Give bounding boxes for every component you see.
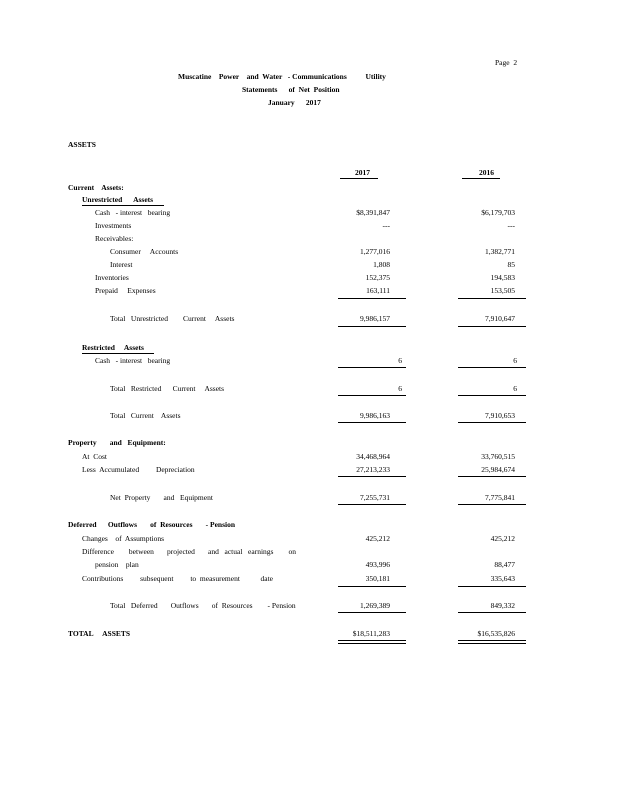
total-unrestricted-2017: 9,986,157 — [360, 314, 390, 323]
row-contributions-2017: 350,181 — [365, 574, 390, 583]
row-contributions-2016: 335,643 — [490, 574, 515, 583]
report-company: Muscatine Power and Water - Communications Utility — [178, 72, 386, 81]
row-assumptions-2017: 425,212 — [365, 534, 390, 543]
double-rule — [458, 640, 526, 641]
row-inventories-2016: 194,583 — [490, 273, 515, 282]
report-period: January 2017 — [268, 98, 321, 107]
row-cash-2016: $6,179,703 — [481, 208, 515, 217]
row-interest-label: Interest — [110, 260, 133, 269]
total-unrestricted-2016: 7,910,647 — [485, 314, 515, 323]
rule — [458, 367, 526, 368]
total-deferred-2017: 1,269,389 — [360, 601, 390, 610]
page-number: Page 2 — [495, 58, 518, 67]
row-restricted-cash-2016: 6 — [513, 356, 517, 365]
row-cost-2016: 33,760,515 — [481, 452, 515, 461]
row-depreciation-label: Less Accumulated Depreciation — [82, 465, 195, 474]
column-2017: 2017 — [355, 168, 370, 177]
row-depreciation-2016: 25,984,674 — [481, 465, 515, 474]
property-heading: Property and Equipment: — [68, 438, 166, 447]
rule — [338, 586, 406, 587]
row-cost-label: At Cost — [82, 452, 108, 461]
row-interest-2017: 1,808 — [373, 260, 390, 269]
row-consumer-label: Consumer Accounts — [110, 247, 179, 256]
rule — [338, 476, 406, 477]
unrestricted-heading-underline — [82, 205, 164, 206]
total-restricted-2016: 6 — [513, 384, 517, 393]
rule — [338, 422, 406, 423]
rule — [458, 395, 526, 396]
rule — [338, 504, 406, 505]
rule — [338, 326, 406, 327]
rule — [458, 422, 526, 423]
double-rule — [338, 643, 406, 644]
column-2017-underline — [340, 178, 378, 179]
row-investments-2016: --- — [507, 221, 515, 230]
row-inventories-label: Inventories — [95, 273, 129, 282]
row-difference-label: Difference between projected and actual earnings on — [82, 547, 296, 556]
column-2016: 2016 — [479, 168, 494, 177]
row-contributions-label: Contributions subsequent to measurement date — [82, 574, 274, 583]
net-property-2017: 7,255,731 — [360, 493, 390, 502]
total-deferred-label: Total Deferred Outflows of Resources - Pension — [110, 601, 296, 610]
row-pension-plan-2016: 88,477 — [494, 560, 515, 569]
total-deferred-2016: 849,332 — [490, 601, 515, 610]
deferred-heading: Deferred Outflows of Resources - Pension — [68, 520, 235, 529]
row-interest-2016: 85 — [507, 260, 515, 269]
row-pension-plan-2017: 493,996 — [365, 560, 390, 569]
restricted-heading-underline — [82, 353, 154, 354]
rule — [458, 504, 526, 505]
row-receivables-label: Receivables: — [95, 234, 134, 243]
rule — [458, 586, 526, 587]
row-cost-2017: 34,468,964 — [356, 452, 390, 461]
total-current-label: Total Current Assets — [110, 411, 181, 420]
row-restricted-cash-2017: 6 — [398, 356, 402, 365]
rule — [338, 612, 406, 613]
net-property-2016: 7,775,841 — [485, 493, 515, 502]
report-title: Statements of Net Position — [242, 85, 340, 94]
unrestricted-heading: Unrestricted Assets — [82, 195, 154, 204]
row-investments-2017: --- — [382, 221, 390, 230]
rule — [458, 298, 526, 299]
row-restricted-cash-label: Cash - interest bearing — [95, 356, 171, 365]
rule — [458, 326, 526, 327]
rule — [458, 476, 526, 477]
net-property-label: Net Property and Equipment — [110, 493, 213, 502]
section-assets: ASSETS — [68, 140, 96, 149]
row-pension-plan-label: pension plan — [95, 560, 139, 569]
row-prepaid-label: Prepaid Expenses — [95, 286, 156, 295]
total-unrestricted-label: Total Unrestricted Current Assets — [110, 314, 235, 323]
row-assumptions-label: Changes of Assumptions — [82, 534, 165, 543]
row-prepaid-2016: 153,505 — [490, 286, 515, 295]
column-2016-underline — [462, 178, 500, 179]
rule — [338, 367, 406, 368]
row-inventories-2017: 152,375 — [365, 273, 390, 282]
row-investments-label: Investments — [95, 221, 132, 230]
row-consumer-2017: 1,277,016 — [360, 247, 390, 256]
total-assets-2017: $18,511,283 — [352, 629, 390, 638]
total-restricted-label: Total Restricted Current Assets — [110, 384, 225, 393]
current-assets-heading: Current Assets: — [68, 183, 124, 192]
row-consumer-2016: 1,382,771 — [485, 247, 515, 256]
row-prepaid-2017: 163,111 — [366, 286, 390, 295]
row-assumptions-2016: 425,212 — [490, 534, 515, 543]
total-restricted-2017: 6 — [398, 384, 402, 393]
double-rule — [458, 643, 526, 644]
total-assets-2016: $16,535,826 — [477, 629, 515, 638]
rule — [338, 298, 406, 299]
rule — [458, 612, 526, 613]
row-cash-label: Cash - interest bearing — [95, 208, 171, 217]
total-current-2016: 7,910,653 — [485, 411, 515, 420]
rule — [338, 395, 406, 396]
total-assets-label: TOTAL ASSETS — [68, 629, 131, 638]
row-depreciation-2017: 27,213,233 — [356, 465, 390, 474]
row-cash-2017: $8,391,847 — [356, 208, 390, 217]
restricted-heading: Restricted Assets — [82, 343, 144, 352]
double-rule — [338, 640, 406, 641]
total-current-2017: 9,986,163 — [360, 411, 390, 420]
